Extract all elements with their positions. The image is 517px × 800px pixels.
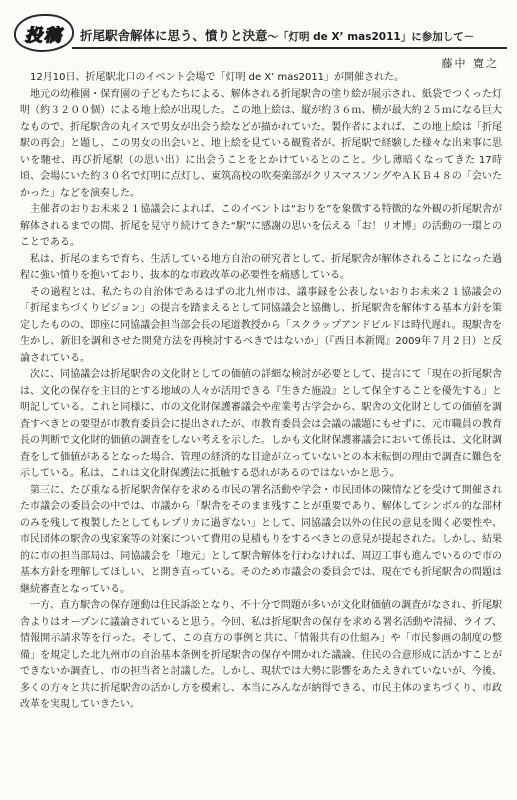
paragraph-1: 12月10日、折尾駅北口のイベント会場で「灯明 de X’ mas2011」が開催された。 (30, 72, 405, 83)
paragraph-2: 地元の幼稚園・保育園の子どもたちによる、解体される折尾駅舎の塗り絵が展示され、紙袋でつくった灯明（約３２００個）による地上絵が出現した。この地上絵は、縦が約３６ｍ、横が最大約２５ｍになる巨大なもので、折尾駅舎の丸イスで男女が出会う絵などが描かれていた。製作者によれば、この地上絵は「折尾駅の再会」と題し、この男女の出会いと、地上絵を見ている観覧者が、折尾駅で経験した様々な出来事に思いを馳せ、再び折尾駅（の思い出）に出会うことをとかけているとのこと。少し薄暗くなってきた 17時頃、会場にいた約３０名で灯明に点灯し、東筑高校の吹奏楽部がクリスマスソングやＡＫＢ４８の「会いたかった」などを演奏した。 (20, 88, 502, 199)
paragraph-4: 私は、折尾のまちで育ち、生活している地方自治の研究者として、折尾駅舎が解体されることになった過程に強い憤りを抱いており、抜本的な市政改革の必要性を痛感している。 (20, 253, 502, 281)
author-name: 藤中 寛之 (441, 57, 499, 70)
article-body (20, 70, 502, 714)
title-subtitle: ～「灯明 de X’ mas2011」に参加して－ (267, 31, 475, 43)
badge-label: 投稿 (25, 26, 63, 46)
paragraph-7: 第三に、たび重なる折尾駅舎保存を求める市民の署名活動や学会・市民団体の陳情などを受けて開催された市議会の委員会の中では、市議から「駅舎をそのまま残すことが重要であり、解体してシンボル的な部材のみを残して複製したとしてもレプリカに過ぎない」として、同協議会以外の住民の意見を聞く必要性や、市民団体の駅舎の曳家案等の対案について費用の見積もりをするべきとの意見が提起された。しかし、結果的に市の担当部局は、同協議会を「地元」として駅舎解体を行わなければ、周辺工事も進んでいるので市の基本方針を理解してほしい、と開き直っている。そのため市議会の委員会では、現在でも折尾駅舎の問題は継続審査となっている。 (20, 484, 502, 595)
contribution-badge (14, 14, 74, 52)
title-main: 折尾駅舎解体に思う、憤りと決意 (80, 28, 268, 43)
paragraph-3: 主催者のおりお未来２１協議会によれば、このイベントは“おりを”を象徴する特徴的な外観の折尾駅舎が解体されるまでの間、折尾を見守り続けてきた“駅”に感謝の思いを伝える「お！リオ博」の活動の一環とのことである。 (20, 204, 502, 248)
article-header (10, 12, 510, 52)
paragraph-5: その過程とは、私たちの自治体であるはずの北九州市は、議事録を公表しないおりお未来２１協議会の「折尾まちづくりビジョン」の提言を踏まえるとして同協議会と協働し、折尾駅舎を解体する基本方針を策定したものの、即座に同協議会担当部会長の尾道教授から「スクラップアンドビルドは時代遅れ。現駅舎を生かし、新旧を調和させた開発方法を再検討するべきではないか」（『西日本新聞』2009年７月２日）と反論されている。 (20, 286, 502, 364)
paragraph-6: 次に、同協議会は折尾駅舎の文化財としての価値の詳細な検討が必要として、提言にて「現在の折尾駅舎は、文化の保存を主目的とする地域の人々が活用できる『生きた施設』として保全することを優先する」と明記している。これと同様に、市の文化財保護審議会や産業考古学会から、駅舎の文化財としての価値を調査すべきとの要望が市教育委員会に提出されたが、市教育委員会は会議の議題にもせずに、元市職員の教育長の判断で文化財的価値の調査をしない考えを示した。しかも文化財保護審議会において係長は、文化財調査をして価値があるとなった場合、管理の経済的な目途が立っていないとの本末転倒の理由で調査に難色を示している。私は、これは文化財保護法に抵触する恐れがあるのではないかと思う。 (20, 369, 502, 479)
article-title (80, 26, 474, 44)
title-underline (72, 47, 507, 49)
paragraph-8: 一方、直方駅舎の保存運動は住民訴訟となり、不十分で問題が多いが文化財価値の調査がなされ、折尾駅舎よりはオープンに議論されていると思う。今回、私は折尾駅舎の保存を求める署名活動や清掃、ライブ、情報開示請求等を行った。そして、この直方の事例と共に、「情報共有の仕組み」や「市民参画の制度の整備」を規定した北九州市の自治基本条例を折尾駅舎の保存や開かれた議論、住民の合意形成に活かすことができないか調査し、市の担当者と討議した。しかし、現状では大勢に影響をあたえきれていないが、今後、多くの方々と共に折尾駅舎の活かし方を模索し、本当にみんなが納得できる、市民主体のまちづくり、市政改革を実現していきたい。 (20, 600, 502, 710)
